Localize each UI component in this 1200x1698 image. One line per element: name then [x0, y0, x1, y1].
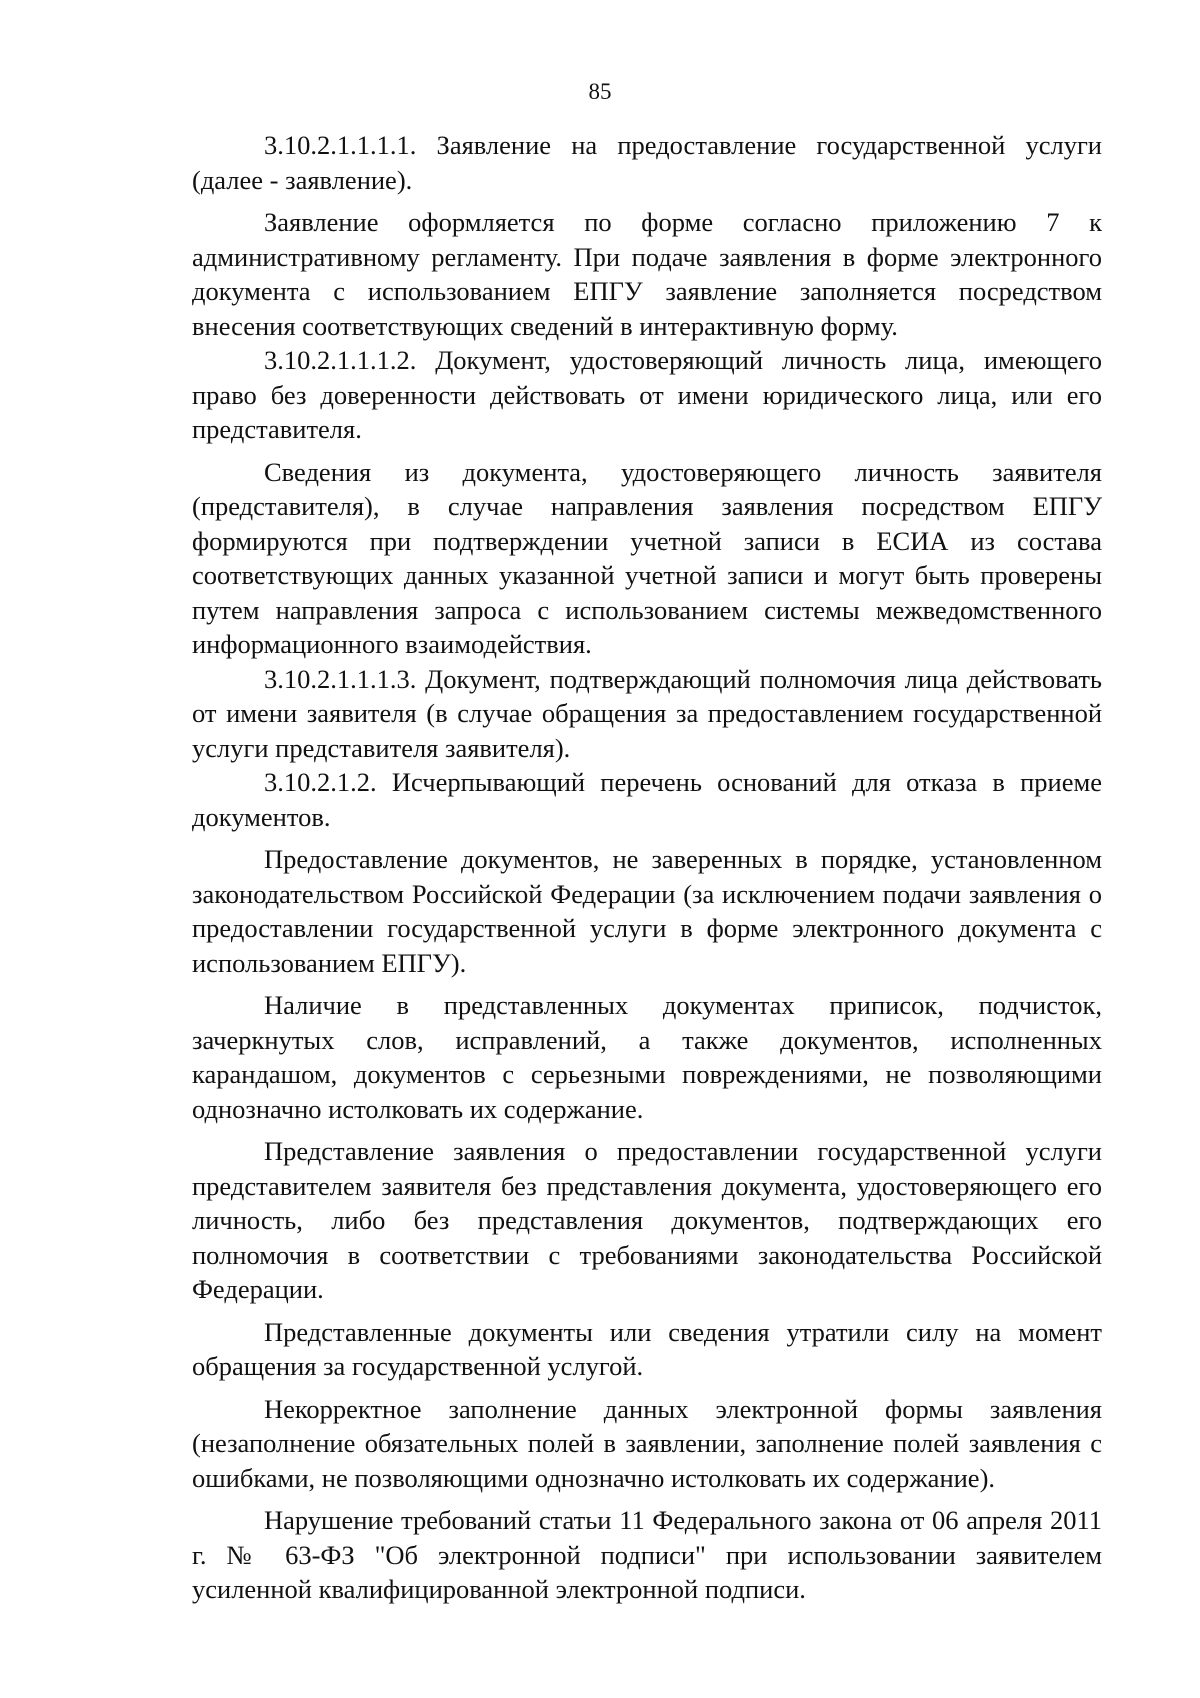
paragraph-refusal-uncertified-docs: Предоставление документов, не заверенных в порядке, установленном законодательством Российской Федерации (за исключением подачи заявления о предоставлении государственной услуги в форме электронного документа с использованием ЕПГУ). — [192, 844, 1102, 978]
paragraph-identity-info: Сведения из документа, удостоверяющего личность заявителя (представителя), в случае направления заявления посредством ЕПГУ формируются при подтверждении учетной записи в ЕСИА из состава соответствующих данных указанной учетной записи и могут быть проверены путем направления запроса с использованием системы межведомственного информационного взаимодействия. — [192, 456, 1102, 659]
paragraph-3-10-2-1-2: 3.10.2.1.2. Исчерпывающий перечень оснований для отказа в приеме документов. — [192, 767, 1102, 832]
paragraph-refusal-no-identity: Представление заявления о предоставлении государственной услуги представителем заявителя без представления документа, удостоверяющего его личность, либо без представления документов, подтверждающих его полномочия в соответствии с требованиями законодательства Российской Федерации. — [192, 1136, 1102, 1304]
paragraph-refusal-corrections: Наличие в представленных документах приписок, подчисток, зачеркнутых слов, исправлений, а также документов, исполненных карандашом, документов с серьезными повреждениями, не позволяющими однозначно истолковать их содержание. — [192, 990, 1102, 1124]
paragraph-3-10-2-1-1-1-3: 3.10.2.1.1.1.3. Документ, подтверждающий полномочия лица действовать от имени заявителя (в случае обращения за предоставлением государственной услуги представителя заявителя). — [192, 663, 1102, 763]
paragraph-3-10-2-1-1-1-1: 3.10.2.1.1.1.1. Заявление на предоставление государственной услуги (далее - заявление). — [192, 130, 1102, 195]
paragraph-refusal-incorrect-form: Некорректное заполнение данных электронной формы заявления (незаполнение обязательных полей в заявлении, заполнение полей заявления с ошибками, не позволяющими однозначно истолковать их содержание). — [192, 1393, 1102, 1493]
paragraph-refusal-expired-docs: Представленные документы или сведения утратили силу на момент обращения за государственной услугой. — [192, 1316, 1102, 1381]
paragraph-refusal-signature: Нарушение требований статьи 11 Федерального закона от 06 апреля 2011 г. № 63-ФЗ "Об электронной подписи" при использовании заявителем усиленной квалифицированной электронной подписи. — [192, 1505, 1102, 1604]
paragraph-application-form: Заявление оформляется по форме согласно приложению 7 к административному регламенту. При подаче заявления в форме электронного документа с использованием ЕПГУ заявление заполняется посредством внесения соответствующих сведений в интерактивную форму. — [192, 207, 1102, 341]
page-number: 85 — [588, 79, 612, 104]
paragraph-3-10-2-1-1-1-2: 3.10.2.1.1.1.2. Документ, удостоверяющий личность лица, имеющего право без доверенности действовать от имени юридического лица, или его представителя. — [192, 345, 1102, 444]
document-body — [192, 128, 1102, 1607]
